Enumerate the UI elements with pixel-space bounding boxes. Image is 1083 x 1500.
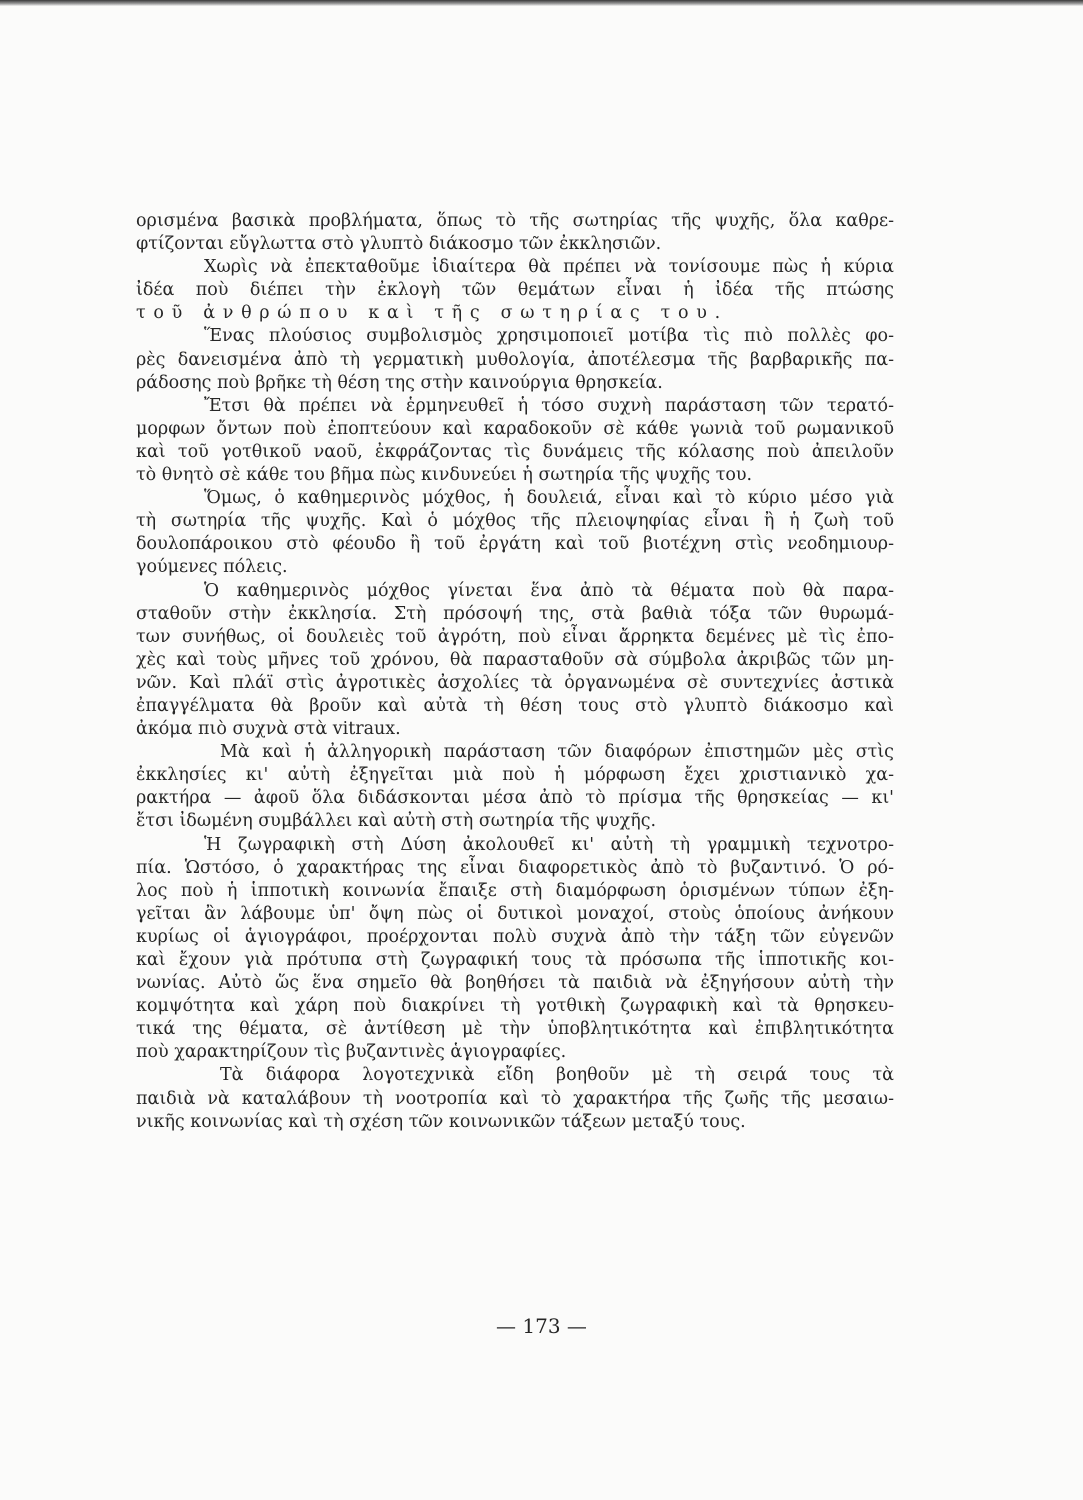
text-line: Ὅμως, ὁ καθημερινὸς μόχθος, ἡ δουλειά, εἶναι καὶ τὸ κύριο μέσο γιὰ xyxy=(204,488,894,509)
text-line: νῶν. Καὶ πλάϊ στὶς ἀγροτικὲς ἀσχολίες τὰ ὀργανωμένα σὲ συντεχνίες ἀστικὰ xyxy=(136,672,894,693)
text-line: λος ποὺ ἡ ἱπποτικὴ κοινωνία ἔπαιξε στὴ διαμόρφωση ὁρισμένων τύπων ἐξη- xyxy=(136,880,894,901)
text-line: δουλοπάροικου στὸ φέουδο ἢ τοῦ ἐργάτη καὶ τοῦ βιοτέχνη στὶς νεοδημιουρ- xyxy=(136,534,894,555)
text-line: γεῖται ἂν λάβουμε ὑπ' ὄψη πὼς οἱ δυτικοὶ μοναχοί, στοὺς ὁποίους ἀνήκουν xyxy=(136,903,894,924)
text-line: Ὁ καθημερινὸς μόχθος γίνεται ἕνα ἀπὸ τὰ θέματα ποὺ θὰ παρα- xyxy=(204,580,894,601)
text-line: τὸ θνητὸ σὲ κάθε του βῆμα πὼς κινδυνεύει ἡ σωτηρία τῆς ψυχῆς του. xyxy=(136,465,753,486)
text-line: μορφων ὄντων ποὺ ἐποπτεύουν καὶ καραδοκοῦν σὲ κάθε γωνιὰ τοῦ ρωμανικοῦ xyxy=(136,418,894,439)
page-number: — 173 — xyxy=(496,1314,587,1338)
text-line: Ἕνας πλούσιος συμβολισμὸς χρησιμοποιεῖ μοτίβα τὶς πιὸ πολλὲς φο- xyxy=(204,326,894,347)
text-line: καὶ τοῦ γοτθικοῦ ναοῦ, ἐκφράζοντας τὶς δυνάμεις τῆς κόλασης ποὺ ἀπειλοῦν xyxy=(136,441,894,462)
text-line: Τὰ διάφορα λογοτεχνικὰ εἴδη βοηθοῦν μὲ τὴ σειρά τους τὰ xyxy=(220,1065,894,1086)
text-line: ρακτήρα — ἀφοῦ ὅλα διδάσκονται μέσα ἀπὸ τὸ πρίσμα τῆς θρησκείας — κι' xyxy=(136,788,894,809)
text-line: Χωρὶς νὰ ἐπεκταθοῦμε ἰδιαίτερα θὰ πρέπει νὰ τονίσουμε πὼς ἡ κύρια xyxy=(204,257,894,278)
text-line: τὴ σωτηρία τῆς ψυχῆς. Καὶ ὁ μόχθος τῆς πλειοψηφίας εἶναι ἢ ἡ ζωὴ τοῦ xyxy=(136,511,894,532)
text-line: ποὺ χαρακτηρίζουν τὶς βυζαντινὲς ἁγιογραφίες. xyxy=(136,1042,567,1063)
scan-top-edge xyxy=(0,0,1083,6)
text-line: καὶ ἔχουν γιὰ πρότυπα στὴ ζωγραφική τους τὰ πρόσωπα τῆς ἱπποτικῆς κοι- xyxy=(136,950,894,970)
text-line: κυρίως οἱ ἁγιογράφοι, προέρχονται πολὺ συχνὰ ἀπὸ τὴν τάξη τῶν εὐγενῶν xyxy=(136,926,894,947)
text-line: των συνήθως, οἱ δουλειὲς τοῦ ἀγρότη, ποὺ εἶναι ἄρρηκτα δεμένες μὲ τὶς ἐπο- xyxy=(136,626,894,647)
text-line: πία. Ὡστόσο, ὁ χαρακτήρας της εἶναι διαφορετικὸς ἀπὸ τὸ βυζαντινό. Ὁ ρό- xyxy=(136,857,894,878)
text-line: νικῆς κοινωνίας καὶ τὴ σχέση τῶν κοινωνικῶν τάξεων μεταξύ τους. xyxy=(136,1111,746,1132)
text-line: Ἡ ζωγραφικὴ στὴ Δύση ἀκολουθεῖ κι' αὐτὴ τὴ γραμμικὴ τεχνοτρο- xyxy=(204,834,894,855)
text-line: γούμενες πόλεις. xyxy=(136,557,288,578)
text-line: τοῦ ἀνθρώπου καὶ τῆς σωτηρίας του. xyxy=(136,303,728,324)
body-text xyxy=(136,210,894,1134)
text-line: νωνίας. Αὐτὸ ὥς ἕνα σημεῖο θὰ βοηθήσει τὰ παιδιὰ νὰ ἐξηγήσουν αὐτὴ τὴν xyxy=(136,973,894,994)
text-line: ορισμένα βασικὰ προβλήματα, ὅπως τὸ τῆς σωτηρίας τῆς ψυχῆς, ὅλα καθρε- xyxy=(136,211,894,231)
text-line: ἰδέα ποὺ διέπει τὴν ἐκλογὴ τῶν θεμάτων εἶναι ἡ ἰδέα τῆς πτώσης xyxy=(136,280,894,301)
text-line: παιδιὰ νὰ καταλάβουν τὴ νοοτροπία καὶ τὸ χαρακτήρα τῆς ζωῆς τῆς μεσαιω- xyxy=(136,1088,894,1109)
text-line: χὲς καὶ τοὺς μῆνες τοῦ χρόνου, θὰ παρασταθοῦν σὰ σύμβολα ἀκριβῶς τῶν μη- xyxy=(136,649,894,670)
text-line: ἀκόμα πιὸ συχνὰ στὰ vitraux. xyxy=(136,719,401,740)
text-line: Ἔτσι θὰ πρέπει νὰ ἑρμηνευθεῖ ἡ τόσο συχνὴ παράσταση τῶν τερατό- xyxy=(204,395,894,416)
text-line: ἐπαγγέλματα θὰ βροῦν καὶ αὐτὰ τὴ θέση τους στὸ γλυπτὸ διάκοσμο καὶ xyxy=(136,695,894,716)
text-line: ἐκκλησίες κι' αὐτὴ ἐξηγεῖται μιὰ ποὺ ἡ μόρφωση ἔχει χριστιανικὸ χα- xyxy=(136,765,894,786)
text-line: τικά της θέματα, σὲ ἀντίθεση μὲ τὴν ὑποβλητικότητα καὶ ἐπιβλητικότητα xyxy=(136,1019,894,1040)
text-line: ρὲς δανεισμένα ἀπὸ τὴ γερματικὴ μυθολογία, ἀποτέλεσμα τῆς βαρβαρικῆς πα- xyxy=(136,349,894,370)
text-line: Μὰ καὶ ἡ ἀλληγορικὴ παράσταση τῶν διαφόρων ἐπιστημῶν μὲς στὶς xyxy=(220,742,894,763)
text-line: ἔτσι ἰδωμένη συμβάλλει καὶ αὐτὴ στὴ σωτηρία τῆς ψυχῆς. xyxy=(136,811,657,832)
text-line: κομψότητα καὶ χάρη ποὺ διακρίνει τὴ γοτθικὴ ζωγραφικὴ καὶ τὰ θρησκευ- xyxy=(136,996,894,1017)
text-line: ράδοσης ποὺ βρῆκε τὴ θέση της στὴν καινούργια θρησκεία. xyxy=(136,372,663,393)
text-line: σταθοῦν στὴν ἐκκλησία. Στὴ πρόσοψή της, στὰ βαθιὰ τόξα τῶν θυρωμά- xyxy=(136,603,894,624)
text-line: φτίζονται εὔγλωττα στὸ γλυπτὸ διάκοσμο τῶν ἐκκλησιῶν. xyxy=(136,234,662,255)
